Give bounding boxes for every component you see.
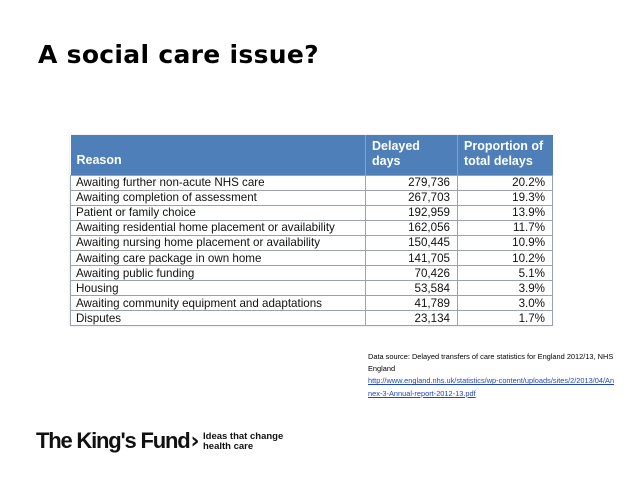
logo-tagline: [203, 432, 283, 452]
delayed-days-cell: 267,703: [366, 190, 458, 205]
logo-text: The King's Fund: [36, 428, 190, 453]
reason-cell: Awaiting public funding: [71, 266, 366, 281]
table-row: [71, 266, 553, 281]
delayed-days-cell: 141,705: [366, 250, 458, 265]
proportion-cell: 13.9%: [458, 205, 553, 220]
delayed-days-cell: 41,789: [366, 296, 458, 311]
reason-cell: Awaiting residential home placement or availability: [71, 220, 366, 235]
proportion-cell: 3.9%: [458, 281, 553, 296]
proportion-cell: 10.9%: [458, 235, 553, 250]
header-reason: Reason: [71, 135, 366, 175]
delayed-days-cell: 162,056: [366, 220, 458, 235]
slide-title: A social care issue?: [38, 40, 319, 69]
table-row: [71, 311, 553, 326]
proportion-cell: 19.3%: [458, 190, 553, 205]
proportion-cell: 20.2%: [458, 175, 553, 190]
table-row: [71, 281, 553, 296]
reason-cell: Awaiting completion of assessment: [71, 190, 366, 205]
data-source-link[interactable]: http://www.england.nhs.uk/statistics/wp-content/uploads/sites/2/2013/04/Annex-3-Annual-report-2012-13.pdf: [368, 376, 615, 398]
delayed-days-cell: 23,134: [366, 311, 458, 326]
table-row: [71, 175, 553, 190]
delays-table: [70, 135, 553, 326]
table-row: [71, 296, 553, 311]
header-delayed-days: Delayed days: [366, 135, 458, 175]
reason-cell: Awaiting care package in own home: [71, 250, 366, 265]
delayed-days-cell: 192,959: [366, 205, 458, 220]
kings-fund-logo: [36, 428, 200, 454]
table-header-row: [71, 135, 553, 175]
data-source: [368, 351, 618, 400]
reason-cell: Awaiting community equipment and adaptations: [71, 296, 366, 311]
header-proportion: Proportion of total delays: [458, 135, 553, 175]
reason-cell: Patient or family choice: [71, 205, 366, 220]
table-row: [71, 205, 553, 220]
table-row: [71, 250, 553, 265]
reason-cell: Awaiting nursing home placement or availability: [71, 235, 366, 250]
delayed-days-cell: 150,445: [366, 235, 458, 250]
delays-table-image: [70, 135, 552, 326]
proportion-cell: 10.2%: [458, 250, 553, 265]
delayed-days-cell: 279,736: [366, 175, 458, 190]
tagline-line-2: health care: [203, 441, 254, 452]
proportion-cell: 1.7%: [458, 311, 553, 326]
delayed-days-cell: 53,584: [366, 281, 458, 296]
reason-cell: Housing: [71, 281, 366, 296]
reason-cell: Disputes: [71, 311, 366, 326]
chevron-right-icon: ›: [190, 428, 200, 454]
table-body: [71, 175, 553, 326]
tagline-line-1: Ideas that change: [203, 431, 284, 442]
table-row: [71, 190, 553, 205]
table-row: [71, 235, 553, 250]
reason-cell: Awaiting further non-acute NHS care: [71, 175, 366, 190]
proportion-cell: 5.1%: [458, 266, 553, 281]
proportion-cell: 11.7%: [458, 220, 553, 235]
delayed-days-cell: 70,426: [366, 266, 458, 281]
proportion-cell: 3.0%: [458, 296, 553, 311]
table-row: [71, 220, 553, 235]
data-source-text: Data source: Delayed transfers of care statistics for England 2012/13, NHS England: [368, 352, 614, 374]
